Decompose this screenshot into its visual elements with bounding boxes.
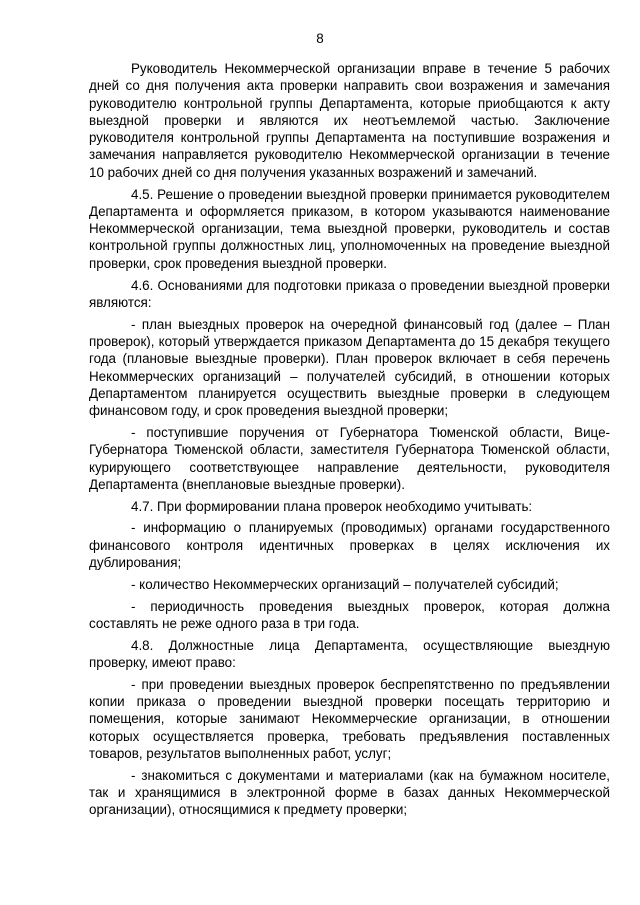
list-item-periodicity: - периодичность проведения выездных проверок, которая должна составлять не реже одного раза в три года. [89, 598, 610, 631]
list-item-financial-control-info: - информацию о планируемых (проводимых) органами государственного финансового контроля идентичных проверках в целях исключения их дублирования; [89, 520, 610, 571]
list-item-site-access: - при проведении выездных проверок беспрепятственно по предъявлении копии приказа о проведении выездной проверки посещать территорию и помещения, которые занимают Некоммерческие организации, в отношении которых осуществляется проверка, требовать предъявления поставленных товаров, результатов выполненных работ, услуг; [89, 676, 610, 761]
list-item-document-review: - знакомиться с документами и материалами (как на бумажном носителе, так и хранящимися в электронной форме в базах данных Некоммерческой организации), относящимися к предмету проверки; [89, 767, 610, 818]
paragraph-objections-rights: Руководитель Некоммерческой организации вправе в течение 5 рабочих дней со дня получения акта проверки направить свои возражения и замечания руководителю контрольной группы Департамента, которые приобщаются к акту выездной проверки и являются их неотъемлемой частью. Заключение руководителя контрольной группы Департамента на поступившие возражения и замечания направляется руководителю Некоммерческой организации в течение 10 рабочих дней со дня получения указанных возражений и замечаний. [89, 61, 610, 180]
paragraph-4-5-inspection-decision: 4.5. Решение о проведении выездной проверки принимается руководителем Департамента и оформляется приказом, в котором указываются наименование Некоммерческой организации, тема выездной проверки, руководитель и состав контрольной группы должностных лиц, уполномоченных на проведение выездной проверки, срок проведения выездной проверки. [89, 186, 610, 271]
paragraph-4-6-grounds: 4.6. Основаниями для подготовки приказа о проведении выездной проверки являются: [89, 277, 610, 310]
paragraph-4-7-plan-considerations: 4.7. При формировании плана проверок необходимо учитывать: [131, 498, 533, 514]
page-number: 8 [316, 31, 324, 46]
paragraph-4-8-official-rights: 4.8. Должностные лица Департамента, осуществляющие выездную проверку, имеют право: [89, 637, 610, 670]
list-item-governor-instructions: - поступившие поручения от Губернатора Тюменской области, Вице-Губернатора Тюменской области, заместителя Губернатора Тюменской области, курирующего соответствующее направление деятельности, руководителя Департамента (внеплановые выездные проверки). [89, 424, 610, 492]
list-item-inspection-plan: - план выездных проверок на очередной финансовый год (далее – План проверок), который утверждается приказом Департамента до 15 декабря текущего года (плановые выездные проверки). План проверок включает в себя перечень Некоммерческих организаций – получателей субсидий, в отношении которых Департаментом планируется осуществить выездные проверки в следующем финансовом году, и срок проведения выездной проверки; [89, 316, 610, 419]
document-body [89, 60, 610, 823]
list-item-number-of-organizations: - количество Некоммерческих организаций – получателей субсидий; [131, 576, 559, 592]
